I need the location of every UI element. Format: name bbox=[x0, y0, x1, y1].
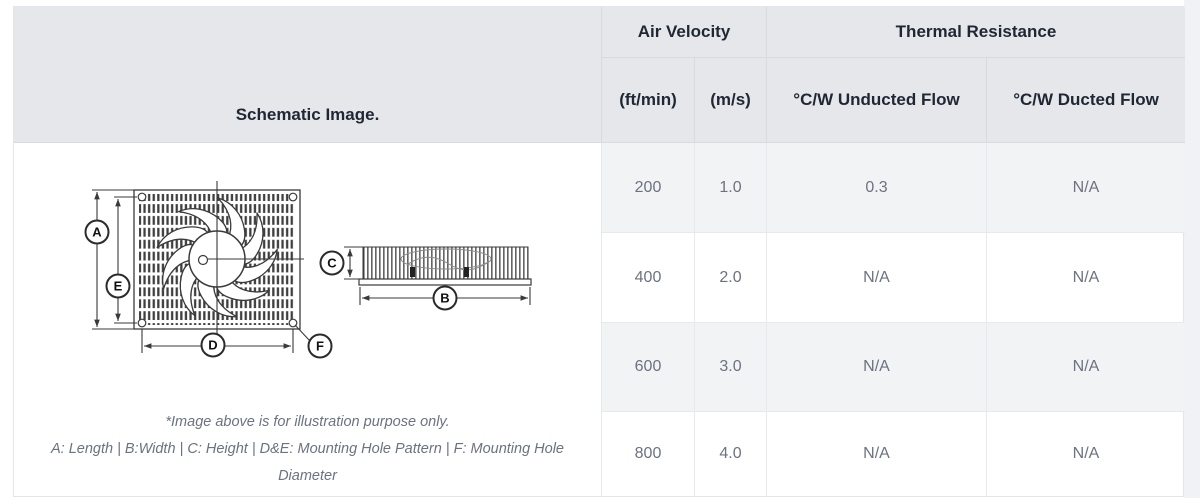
air-velocity-group-header bbox=[601, 7, 766, 58]
unducted-value: 0.3 bbox=[766, 143, 986, 233]
m-s-value: 4.0 bbox=[694, 412, 766, 496]
air-velocity-label: Air Velocity bbox=[637, 22, 731, 41]
dimension-C bbox=[321, 247, 367, 279]
heatsink-schematic-drawing bbox=[14, 143, 601, 383]
ft-min-value: 400 bbox=[601, 233, 694, 323]
ducted-value: N/A bbox=[986, 143, 1185, 233]
dim-label-A: A bbox=[92, 224, 102, 240]
ft-min-value: 600 bbox=[601, 323, 694, 412]
ducted-flow-column-header bbox=[986, 58, 1185, 143]
schematic-image-cell bbox=[14, 143, 601, 496]
ft-min-value: 800 bbox=[601, 412, 694, 496]
dim-label-B: B bbox=[440, 290, 450, 306]
dim-label-C: C bbox=[327, 255, 337, 271]
m-s-value: 1.0 bbox=[694, 143, 766, 233]
fan-hub-pin bbox=[199, 256, 208, 265]
ducted-value: N/A bbox=[986, 323, 1185, 412]
thermal-data-table bbox=[13, 6, 1184, 497]
m-s-value: 2.0 bbox=[694, 233, 766, 323]
dimension-F bbox=[295, 325, 332, 358]
unducted-value: N/A bbox=[766, 412, 986, 496]
schematic-header-label: Schematic Image. bbox=[235, 105, 380, 124]
thermal-resistance-label: Thermal Resistance bbox=[895, 22, 1057, 41]
unducted-value: N/A bbox=[766, 323, 986, 412]
m-s-value: 3.0 bbox=[694, 323, 766, 412]
page-side-gutter bbox=[1184, 0, 1200, 498]
dim-label-F: F bbox=[316, 338, 324, 354]
schematic-caption bbox=[42, 409, 574, 490]
ducted-value: N/A bbox=[986, 412, 1185, 496]
dimension-B bbox=[360, 287, 530, 310]
ft-min-label: (ft/min) bbox=[619, 90, 677, 109]
thermal-resistance-group-header bbox=[766, 7, 1185, 58]
unducted-flow-column-header bbox=[766, 58, 986, 143]
caption-illustration-note: *Image above is for illustration purpose only. bbox=[165, 414, 450, 430]
ducted-value: N/A bbox=[986, 233, 1185, 323]
dim-label-E: E bbox=[113, 278, 123, 294]
ducted-flow-label: °C/W Ducted Flow bbox=[1013, 90, 1159, 109]
unducted-flow-label: °C/W Unducted Flow bbox=[793, 90, 960, 109]
m-s-label: (m/s) bbox=[710, 90, 751, 109]
dimension-A bbox=[86, 190, 139, 329]
schematic-side-view bbox=[321, 247, 532, 310]
schematic-column-header bbox=[14, 7, 601, 143]
unducted-value: N/A bbox=[766, 233, 986, 323]
ft-min-value: 200 bbox=[601, 143, 694, 233]
caption-dimension-legend: A: Length | B:Width | C: Height | D&E: Mounting Hole Pattern | F: Mounting Hole Diameter bbox=[50, 441, 564, 484]
ft-min-column-header bbox=[601, 58, 694, 143]
dimension-E bbox=[107, 197, 138, 323]
schematic-top-view bbox=[86, 181, 332, 358]
m-s-column-header bbox=[694, 58, 766, 143]
dim-label-D: D bbox=[208, 337, 218, 353]
